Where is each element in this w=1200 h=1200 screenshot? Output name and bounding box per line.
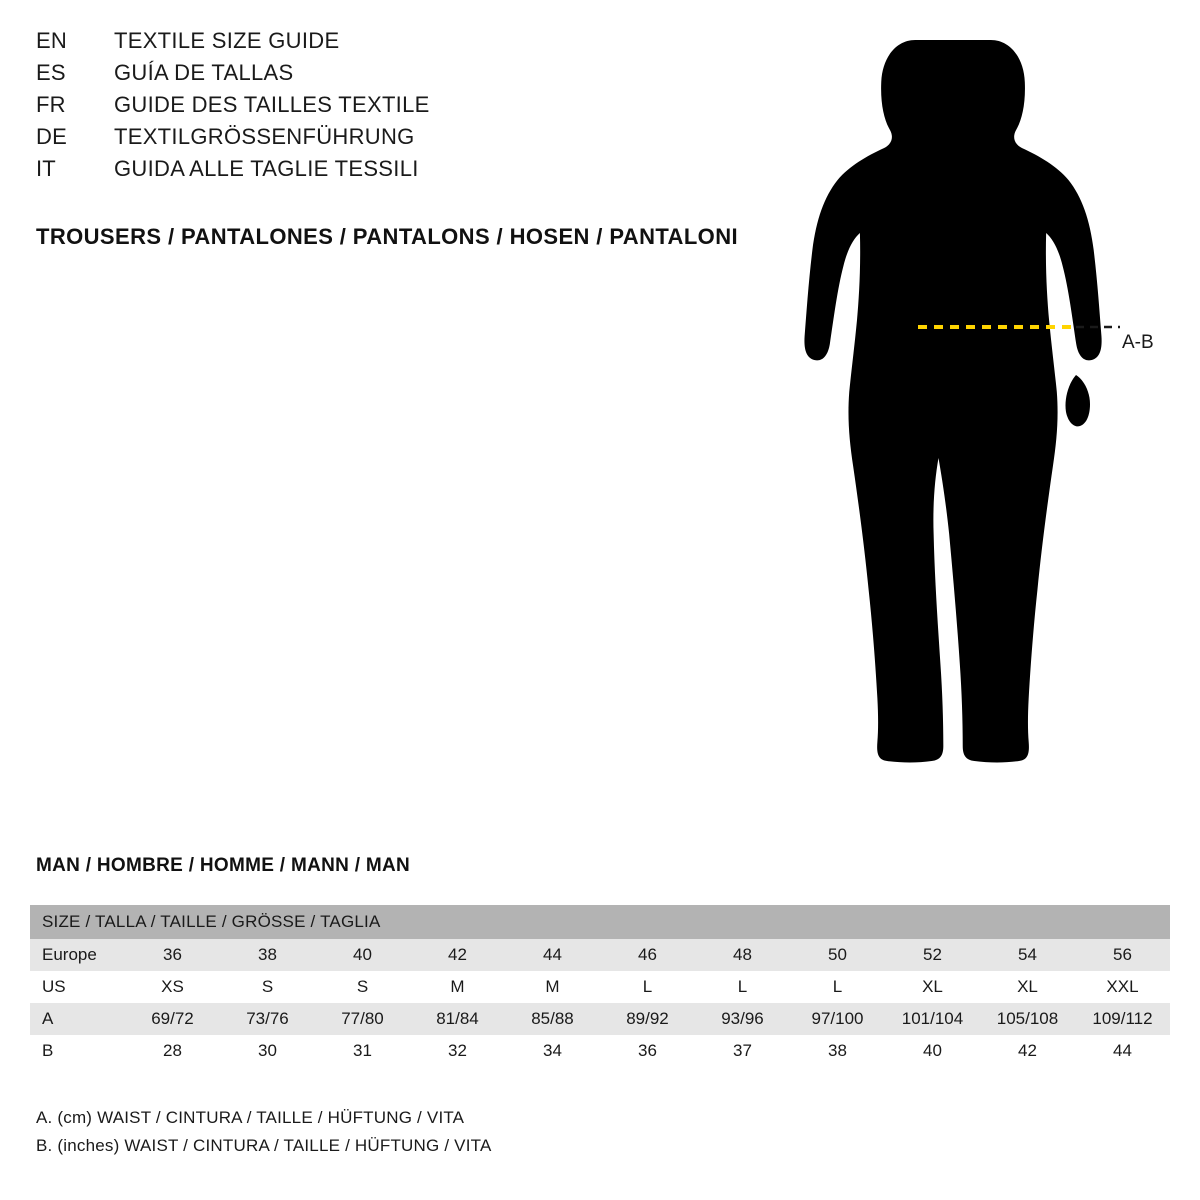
footnotes: [36, 1108, 492, 1164]
table-cell: 46: [638, 945, 657, 964]
language-title: GUIDA ALLE TAGLIE TESSILI: [114, 156, 419, 181]
table-cell: 89/92: [626, 1009, 669, 1028]
table-header-label: SIZE / TALLA / TAILLE / GRÖSSE / TAGLIA: [30, 905, 1170, 939]
table-cell: 44: [1113, 1041, 1132, 1060]
language-title: GUÍA DE TALLAS: [114, 60, 294, 85]
table-cell: 50: [828, 945, 847, 964]
figure-silhouette: [800, 20, 1200, 810]
table-cell: 105/108: [996, 1009, 1059, 1028]
table-cell: 32: [448, 1041, 467, 1060]
table-cell: M: [450, 977, 465, 996]
language-row: [36, 156, 796, 188]
language-title: TEXTILGRÖSSENFÜHRUNG: [114, 124, 415, 149]
table-cell: 40: [923, 1041, 942, 1060]
table-cell: 36: [638, 1041, 657, 1060]
table-cell: 52: [923, 945, 942, 964]
language-title: GUIDE DES TAILLES TEXTILE: [114, 92, 430, 117]
row-label: US: [42, 977, 66, 996]
language-code: ES: [36, 60, 66, 85]
table-cell: 97/100: [811, 1009, 864, 1028]
language-code: FR: [36, 92, 66, 117]
language-row: [36, 28, 796, 60]
row-label: A: [42, 1009, 54, 1028]
table-cell: S: [356, 977, 369, 996]
table-cell: 30: [258, 1041, 277, 1060]
footnote-a: A. (cm) WAIST / CINTURA / TAILLE / HÜFTUNG / VITA: [36, 1108, 465, 1127]
language-code: EN: [36, 28, 67, 53]
table-row: [30, 1003, 1170, 1035]
table-cell: 42: [448, 945, 467, 964]
table-cell: 31: [353, 1041, 372, 1060]
table-cell: 34: [543, 1041, 562, 1060]
table-cell: 77/80: [341, 1009, 384, 1028]
row-label: Europe: [42, 945, 97, 964]
table-cell: 101/104: [901, 1009, 964, 1028]
language-header-list: [36, 28, 796, 188]
male-silhouette-icon: [800, 20, 1200, 810]
table-cell: 42: [1018, 1041, 1037, 1060]
table-cell: XL: [922, 977, 943, 996]
table-cell: 56: [1113, 945, 1132, 964]
table-row: [30, 1035, 1170, 1067]
table-cell: 38: [828, 1041, 847, 1060]
table-cell: 28: [163, 1041, 182, 1060]
table-row: [30, 939, 1170, 971]
table-cell: L: [737, 977, 748, 996]
table-cell: 38: [258, 945, 277, 964]
garment-type-title: TROUSERS / PANTALONES / PANTALONS / HOSEN / PANTALONI: [36, 224, 738, 249]
table-cell: M: [545, 977, 560, 996]
table-cell: XXL: [1106, 977, 1139, 996]
table-row: [30, 971, 1170, 1003]
table-cell: 48: [733, 945, 752, 964]
table-cell: 85/88: [531, 1009, 574, 1028]
size-table: [30, 905, 1170, 1067]
table-cell: XL: [1017, 977, 1038, 996]
language-code: IT: [36, 156, 56, 181]
language-row: [36, 92, 796, 124]
table-cell: XS: [161, 977, 184, 996]
table-section-title: MAN / HOMBRE / HOMME / MANN / MAN: [36, 855, 411, 876]
table-cell: 93/96: [721, 1009, 764, 1028]
table-cell: 54: [1018, 945, 1037, 964]
table-cell: 73/76: [246, 1009, 289, 1028]
table-cell: 44: [543, 945, 562, 964]
table-cell: L: [832, 977, 843, 996]
table-cell: S: [261, 977, 274, 996]
language-code: DE: [36, 124, 67, 149]
table-cell: 37: [733, 1041, 752, 1060]
language-title: TEXTILE SIZE GUIDE: [114, 28, 340, 53]
language-row: [36, 124, 796, 156]
footnote-b: B. (inches) WAIST / CINTURA / TAILLE / HÜFTUNG / VITA: [36, 1136, 492, 1155]
row-label: B: [42, 1041, 54, 1060]
table-cell: 81/84: [436, 1009, 479, 1028]
measure-label-ab: A-B: [1122, 332, 1154, 353]
table-cell: 36: [163, 945, 182, 964]
table-header-row: [30, 905, 1170, 939]
table-cell: 109/112: [1092, 1009, 1153, 1028]
table-cell: 69/72: [151, 1009, 194, 1028]
table-cell: L: [642, 977, 653, 996]
language-row: [36, 60, 796, 92]
table-cell: 40: [353, 945, 372, 964]
